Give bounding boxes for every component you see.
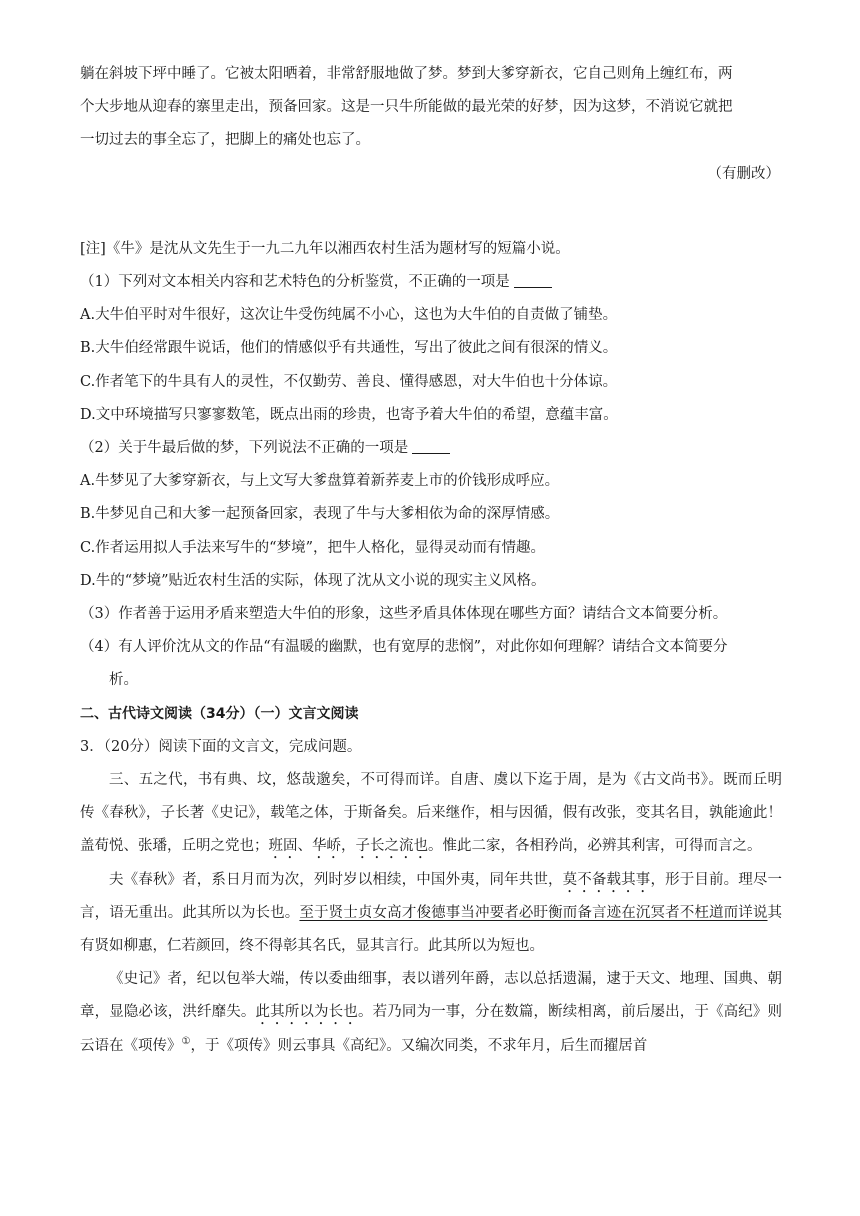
dotted-phrase: 此其所以为长也 [255,1004,358,1021]
question-4-line-2: 析。 [109,672,138,689]
story-line-1: 躺在斜坡下坪中睡了。它被太阳晒着，非常舒服地做了梦。梦到大爹穿新衣，它自己则角上缠红布，两 [80,66,733,82]
answer-blank[interactable] [514,273,552,288]
question-4-line-1: （4）有人评价沈从文的作品“有温暖的幽默，也有宽厚的悲悯”，对此你如何理解？请结合文本简要分 [80,639,728,656]
text-run: 夫《春秋》者，系日月而为次，列时岁以相续，中国外夷，同年共世， [109,871,563,888]
text-run: 其有贤如柳惠，仁若颜回，终不得彰其名氏，显其言行。此其所以为短也。 [80,904,783,955]
q2-option-d: D.牛的“梦境”贴近农村生活的实际，体现了沈从文小说的现实主义风格。 [80,572,546,589]
q2-option-a: A.牛梦见了大爹穿新衣，与上文写大爹盘算着新荞麦上市的价钱形成呼应。 [80,473,560,490]
q1-option-b: B.大牛伯经常跟牛说话，他们的情感似乎有共通性，写出了彼此之间有很深的情义。 [80,340,618,357]
footnote-marker: ① [181,1035,191,1047]
classical-paragraph-1 [80,764,782,864]
page-content [80,58,782,1063]
dotted-phrase: 班固、华峤，子长之流也 [268,838,428,855]
section-2-title: 二、古代诗文阅读（34分）（一）文言文阅读 [80,705,359,722]
q2-option-b: B.牛梦见自己和大爹一起预备回家，表现了牛与大爹相依为命的深厚情感。 [80,506,560,523]
classical-paragraph-3 [80,963,782,1063]
question-1-text: （1）下列对文本相关内容和艺术特色的分析鉴赏，不正确的一项是 [80,274,510,291]
text-run: 三、五之代，书有典、坟，悠哉邈矣，不可得而详。自唐、虞以下迄于周，是为《古文尚书》。既而丘明传《春秋》，子长著《史记》，载笔之体，于斯备矣。后来继作，相与因循，假有改张，变其名目，孰能逾此！盖荀悦、张璠，丘明之党也； [80,772,782,855]
question-2-text: （2）关于牛最后做的梦，下列说法不正确的一项是 [80,440,409,457]
dotted-phrase: 莫不备载其事 [562,871,651,888]
question-2-stem [80,432,782,465]
underlined-sentence: 至于贤士贞女高才俊德事当冲要者必盱衡而备言迹在沉冥者不枉道而详说 [299,904,768,921]
classical-paragraph-2 [80,864,782,964]
spacer [80,191,782,233]
item-3-title: 3．（20分）阅读下面的文言文，完成问题。 [80,738,362,755]
q2-option-c: C.作者运用拟人手法来写牛的“梦境”，把牛人格化，显得灵动而有情趣。 [80,539,546,556]
text-run: 。惟此二家，各相矜尚，必辨其利害，可得而言之。 [428,838,762,855]
question-1-stem [80,266,782,299]
footnote: [注]《牛》是沈从文先生于一九二九年以湘西农村生活为题材写的短篇小说。 [80,240,570,257]
text-run: ，于《项传》则云事具《高纪》。又编次同类，不求年月，后生而擢居首 [190,1037,648,1054]
question-3: （3）作者善于运用矛盾来塑造大牛伯的形象，这些矛盾具体体现在哪些方面？请结合文本简要分析。 [80,606,728,623]
q1-option-a: A.大牛伯平时对牛很好，这次让牛受伤纯属不小心，这也为大牛伯的自责做了铺垫。 [80,307,618,324]
q1-option-c: C.作者笔下的牛具有人的灵性，不仅勤劳、善良、懂得感恩，对大牛伯也十分体谅。 [80,373,618,390]
text-run: 《史记》者，纪以包举大端，传以委曲细事，表以谱列年爵，志以总括遗漏，逮于天文、地理、国典、朝章，显隐必该，洪纤靡失。 [80,971,782,1021]
q1-option-d: D.文中环境描写只寥寥数笔，既点出雨的珍贵，也寄予着大牛伯的希望，意蕴丰富。 [80,406,618,423]
story-line-3: 一切过去的事全忘了，把脚上的痛处也忘了。 [80,132,370,149]
text-run: ，形于目前。理尽一言，语无重出。此其所以为长也。 [80,871,783,921]
source-note: （有删改） [707,165,780,182]
text-run: 。若乃同为一事，分在数篇，断续相离，前后屡出，于《高纪》则云语在《项传》 [80,1004,783,1054]
answer-blank[interactable] [412,439,450,454]
story-line-2: 个大步地从迎春的寨里走出，预备回家。这是一只牛所能做的最光荣的好梦，因为这梦，不消说它就把 [80,99,733,116]
